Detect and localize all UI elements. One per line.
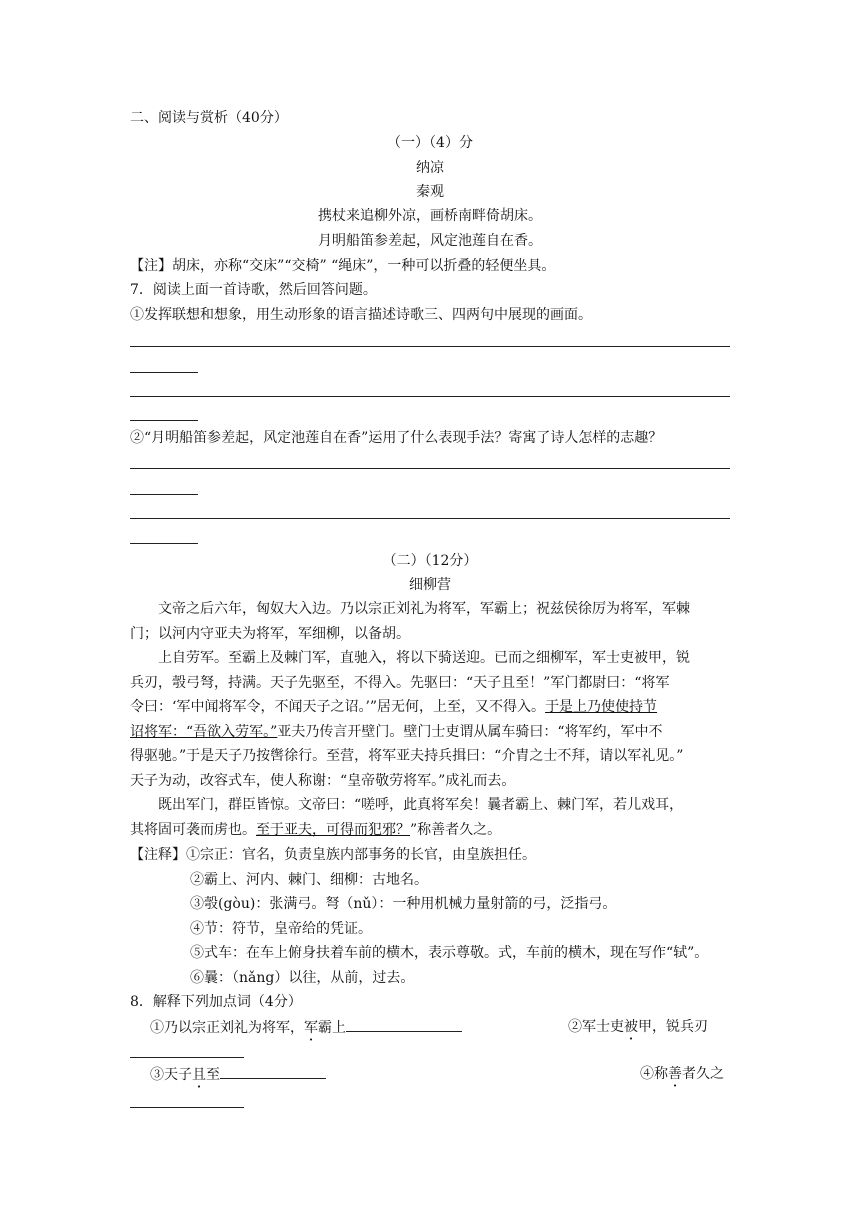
passage-text: ”称善者久之。 bbox=[410, 822, 502, 838]
q8-item-text: 者久之 bbox=[682, 1066, 724, 1082]
answer-line[interactable] bbox=[130, 518, 730, 519]
q8-item-text: ③天子 bbox=[150, 1067, 192, 1083]
question-8: 8．解释下列加点词（4分） bbox=[130, 994, 302, 1010]
q8-item-text: ②军士吏 bbox=[568, 1019, 624, 1035]
passage-title: 细柳营 bbox=[409, 577, 451, 593]
notes-label: 【注释】 bbox=[130, 847, 186, 863]
note-5: ⑤式车：在车上俯身扶着车前的横木，表示尊敬。式，车前的横木，现在写作“轼”。 bbox=[190, 945, 709, 961]
section-title: 二、阅读与赏析（40分） bbox=[130, 110, 288, 126]
note-2: ②霸上、河内、棘门、细柳：古地名。 bbox=[190, 872, 428, 888]
answer-line-end[interactable] bbox=[130, 420, 198, 421]
note-3: ③彀(gòu)：张满弓。弩（nǔ）：一种用机械力量射箭的弓，泛指弓。 bbox=[190, 896, 617, 912]
question-7-2: ②“月明船笛参差起，风定池莲自在香”运用了什么表现手法？寄寓了诗人怎样的志趣？ bbox=[130, 430, 663, 446]
passage-line: 兵刃，彀弓弩，持满。天子先驱至，不得入。先驱曰：“天子且至！”军门都尉曰：“将军 bbox=[130, 675, 670, 691]
passage-line: 天子为动，改容式车，使人称谢：“皇帝敬劳将军。”成礼而去。 bbox=[130, 773, 516, 789]
q8-item-1 bbox=[150, 1017, 530, 1038]
underlined-sentence: 于是上乃使使持节 bbox=[545, 699, 658, 715]
answer-line-end[interactable] bbox=[130, 372, 198, 373]
answer-line[interactable] bbox=[130, 468, 730, 469]
passage-text: 令曰：‘军中闻将军令，不闻天子之诏。’”居无何，上至，又不得入。 bbox=[130, 699, 546, 715]
question-7: 7．阅读上面一首诗歌，然后回答问题。 bbox=[130, 282, 377, 298]
q8-item-2 bbox=[568, 1017, 738, 1037]
underlined-sentence: 诏将军：“吾欲入劳军。” bbox=[130, 724, 278, 740]
dotted-word: 且 bbox=[192, 1067, 206, 1083]
passage-text: 亚夫乃传言开壁门。壁门士吏谓从属车骑曰：“将军约，军中不 bbox=[277, 724, 663, 740]
answer-line[interactable] bbox=[130, 346, 730, 347]
answer-blank[interactable] bbox=[220, 1064, 326, 1079]
answer-blank[interactable] bbox=[346, 1017, 462, 1032]
poem-author: 秦观 bbox=[416, 184, 444, 200]
dotted-word: 善 bbox=[668, 1066, 682, 1082]
q8-item-text: 霸上 bbox=[318, 1020, 346, 1036]
answer-line-end[interactable] bbox=[130, 494, 198, 495]
q8-item-text: ①乃以宗正刘礼为将军， bbox=[150, 1020, 304, 1036]
poem-verse-2: 月明船笛参差起，风定池莲自在香。 bbox=[318, 233, 542, 249]
part1-heading: （一）（4）分 bbox=[387, 135, 473, 151]
poem-note: 【注】胡床，亦称“交床”“交椅” “绳床”，一种可以折叠的轻便坐具。 bbox=[130, 258, 556, 274]
q8-item-text: 至 bbox=[206, 1067, 220, 1083]
underlined-sentence: 至于亚夫，可得而犯邪？ bbox=[256, 822, 410, 838]
passage-line: 门；以河内守亚夫为将军，军细柳，以备胡。 bbox=[130, 626, 410, 642]
q8-item-3 bbox=[150, 1064, 410, 1085]
passage-text: 其将固可袭而虏也。 bbox=[130, 822, 256, 838]
part2-heading: （二）（12分） bbox=[382, 553, 478, 569]
note-1: ①宗正：官名，负责皇族内部事务的长官，由皇族担任。 bbox=[186, 847, 536, 863]
passage-line: 既出军门，群臣皆惊。文帝曰：“嗟呼，此真将军矣！曩者霸上、棘门军，若儿戏耳， bbox=[158, 797, 684, 813]
dotted-word: 军 bbox=[304, 1020, 318, 1036]
answer-line[interactable] bbox=[130, 396, 730, 397]
q8-item-text: 甲，锐兵刃 bbox=[638, 1019, 708, 1035]
question-7-1: ①发挥联想和想象，用生动形象的语言描述诗歌三、四两句中展现的画面。 bbox=[130, 307, 592, 323]
passage-line bbox=[130, 697, 730, 717]
note-4: ④节：符节，皇帝给的凭证。 bbox=[190, 921, 372, 937]
passage-line: 文帝之后六年，匈奴大入边。乃以宗正刘礼为将军，军霸上；祝兹侯徐厉为将军，军棘 bbox=[158, 601, 690, 617]
poem-verse-1: 携杖来追柳外凉，画桥南畔倚胡床。 bbox=[318, 208, 542, 224]
passage-line: 上自劳军。至霸上及棘门军，直驰入，将以下骑送迎。已而之细柳军，军士吏被甲，锐 bbox=[158, 650, 690, 666]
notes-line bbox=[130, 845, 730, 865]
q8-item-text: ④称 bbox=[640, 1066, 668, 1082]
dotted-word: 被 bbox=[624, 1019, 638, 1035]
q8-item-4 bbox=[640, 1064, 740, 1084]
passage-line bbox=[130, 722, 730, 742]
answer-blank[interactable] bbox=[130, 1057, 244, 1058]
passage-line: 得驱驰。”于是天子乃按辔徐行。至营，将军亚夫持兵揖曰：“介胄之士不拜，请以军礼见。” bbox=[130, 748, 684, 764]
note-6: ⑥曩：（nǎng）以往，从前，过去。 bbox=[190, 970, 415, 986]
answer-blank[interactable] bbox=[130, 1107, 244, 1108]
passage-line bbox=[130, 820, 730, 840]
poem-title: 纳凉 bbox=[416, 160, 444, 176]
answer-line-end[interactable] bbox=[130, 543, 198, 544]
